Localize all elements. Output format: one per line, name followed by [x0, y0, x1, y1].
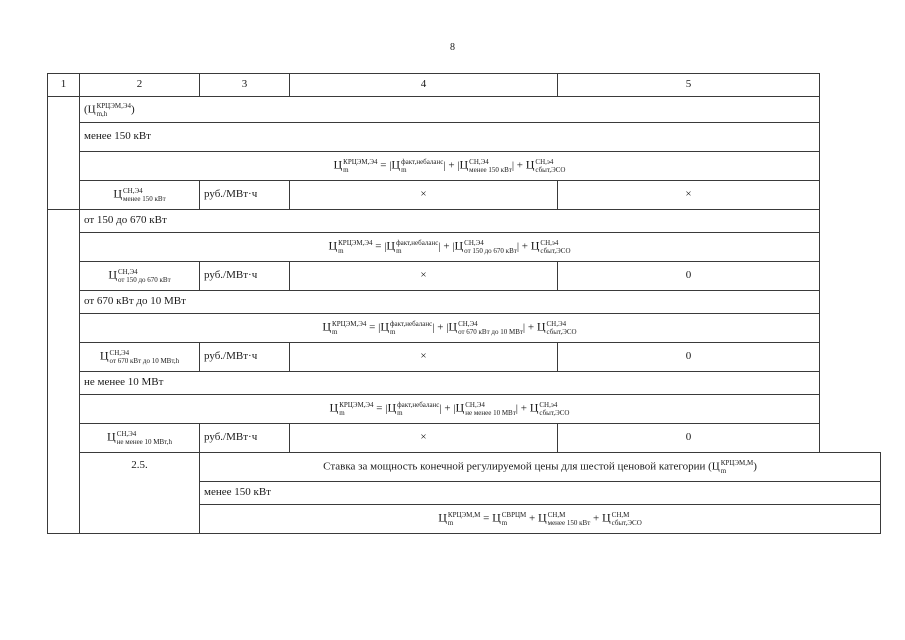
header-col-2: 2 [80, 74, 200, 97]
tariff-table [47, 73, 881, 534]
value-col5: 0 [558, 343, 820, 372]
table-row [48, 372, 881, 395]
blank-cell [48, 210, 80, 534]
formula-670-10: Ц КРЦЭМ,Э4 m = |Ц факт,небаланс m | + |Ц СН,Э4 от 670 кВт до 10 МВт | + Ц СН,Э4 сбыт,ЭСО [80, 314, 820, 343]
blank-cell [48, 97, 80, 210]
table-row [48, 424, 881, 453]
table-row [48, 262, 881, 291]
table-row [48, 343, 881, 372]
section-title-ge10: не менее 10 МВт [80, 372, 820, 395]
unit-cell: руб./МВт·ч [200, 181, 290, 210]
table-row [48, 291, 881, 314]
value-col4: × [290, 424, 558, 453]
header-col-4: 4 [290, 74, 558, 97]
section-title-670-10: от 670 кВт до 10 МВт [80, 291, 820, 314]
table-row [48, 152, 881, 181]
unit-cell: руб./МВт·ч [200, 424, 290, 453]
value-col5: 0 [558, 424, 820, 453]
unit-cell: руб./МВт·ч [200, 343, 290, 372]
header-col-5: 5 [558, 74, 820, 97]
table-row [48, 453, 881, 482]
value-col5: 0 [558, 262, 820, 291]
unit-cell: руб./МВт·ч [200, 262, 290, 291]
formula-150-670: Ц КРЦЭМ,Э4 m = |Ц факт,небаланс m | + |Ц СН,Э4 от 150 до 670 кВт | + Ц СН,э4 сбыт,ЭСО [80, 233, 820, 262]
table-header-row [48, 74, 881, 97]
section-subtitle-lt150: менее 150 кВт [200, 482, 881, 505]
param-150-670: Ц СН,Э4 от 150 до 670 кВт [80, 262, 200, 291]
header-col-3: 3 [200, 74, 290, 97]
section-number: 2.5. [80, 453, 200, 534]
table-row [48, 395, 881, 424]
header-col-1: 1 [48, 74, 80, 97]
param-670-10: Ц СН,Э4 от 670 кВт до 10 МВт,h [80, 343, 200, 372]
formula-2-5: Ц КРЦЭМ,М m = Ц СВРЦМ m + Ц СН,М менее 150 кВт + Ц СН,М сбыт,ЭСО [200, 505, 881, 534]
value-col5: × [558, 181, 820, 210]
value-col4: × [290, 343, 558, 372]
table-row [48, 314, 881, 343]
table-row [48, 97, 881, 123]
section-title-lt150: менее 150 кВт [80, 123, 820, 152]
table-row [48, 210, 881, 233]
intro-label: (Ц КРЦЭМ,Э4 m,h ) [80, 97, 820, 123]
formula-lt150: Ц КРЦЭМ,Э4 m = |Ц факт,небаланс m | + |Ц СН,Э4 менее 150 кВт | + Ц СН,э4 сбыт,ЭСО [80, 152, 820, 181]
param-lt150: Ц СН,Э4 менее 150 кВт [80, 181, 200, 210]
table-row [48, 233, 881, 262]
section-title-2-5: Ставка за мощность конечной регулируемой цены для шестой ценовой категории (Ц КРЦЭМ,М m ) [200, 453, 881, 482]
table-row [48, 181, 881, 210]
value-col4: × [290, 181, 558, 210]
param-ge10: Ц СН,Э4 не менее 10 МВт,h [80, 424, 200, 453]
formula-ge10: Ц КРЦЭМ,Э4 m = |Ц факт,небаланс m | + |Ц СН,Э4 не менее 10 МВт | + Ц СН,э4 сбыт,ЭСО [80, 395, 820, 424]
section-title-150-670: от 150 до 670 кВт [80, 210, 820, 233]
value-col4: × [290, 262, 558, 291]
page-number: 8 [450, 42, 455, 53]
table-row [48, 123, 881, 152]
